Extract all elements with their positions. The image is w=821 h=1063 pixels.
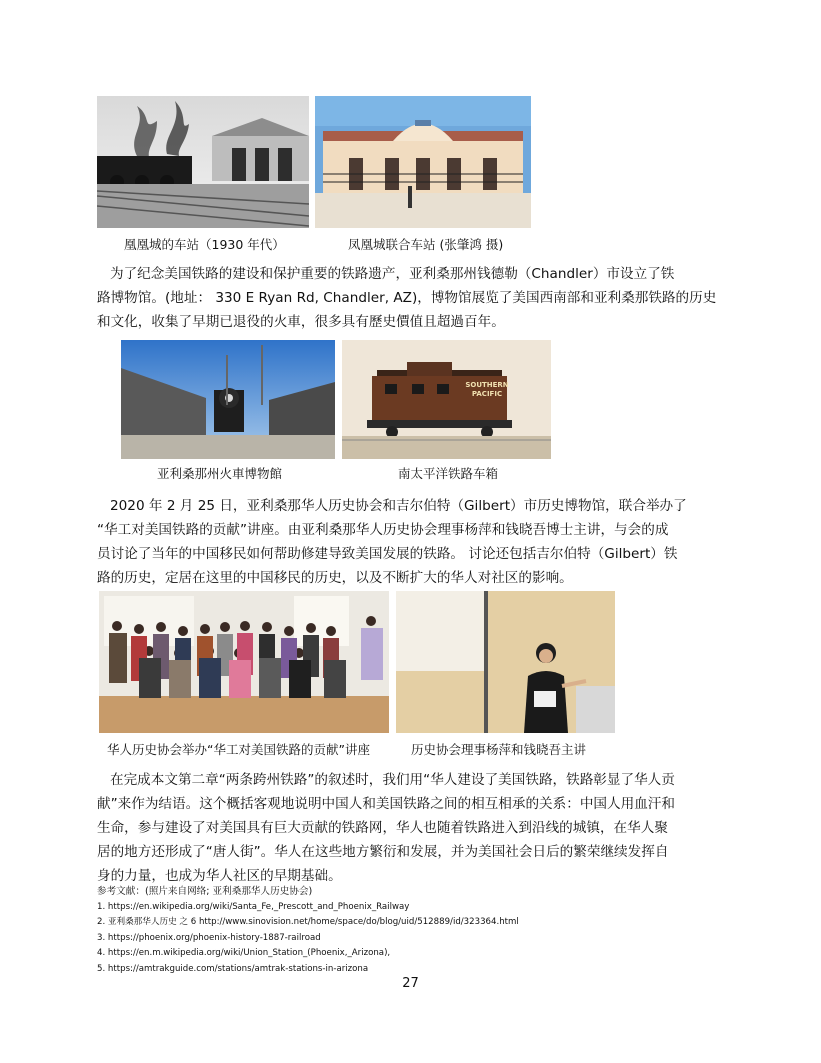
reference-item[interactable]: 3. https://phoenix.org/phoenix-history-1887-railroad <box>97 932 321 943</box>
text-line: 员讨论了当年的中国移民如何帮助修建导致美国发展的铁路。 讨论还包括吉尔伯特（Gilbert）铁 <box>97 546 678 562</box>
text-line: 生命，参与建设了对美国具有巨大贡献的铁路网，华人也随着铁路进入到沿线的城镇，在华人聚 <box>97 820 668 836</box>
photo-lecture-speaker <box>396 591 615 733</box>
photo-southern-pacific-caboose <box>342 340 551 459</box>
caboose-lettering: PACIFIC <box>471 390 503 398</box>
caboose-lettering: SOUTHERN <box>465 381 509 389</box>
caption-southern-pacific-caboose: 南太平洋铁路车箱 <box>398 466 499 481</box>
page-number: 27 <box>402 976 419 991</box>
photo-phoenix-station-1930s <box>97 96 309 228</box>
reference-item[interactable]: 1. https://en.wikipedia.org/wiki/Santa_Fe,_Prescott_and_Phoenix_Railway <box>97 901 410 912</box>
caption-phoenix-union-station: 凤凰城联合车站 (张肇鸿 摄) <box>348 237 504 252</box>
photo-lecture-group <box>99 591 389 733</box>
reference-item[interactable]: 4. https://en.m.wikipedia.org/wiki/Union_Station_(Phoenix,_Arizona), <box>97 948 391 958</box>
text-line: 身的力量，也成为华人社区的早期基础。 <box>97 868 342 884</box>
text-line: 在完成本文第二章“两条跨州铁路”的叙述时，我们用“华人建设了美国铁路，铁路彰显了华人贡 <box>110 772 675 788</box>
caption-phoenix-station-1930s: 凰凰城的车站（1930 年代） <box>124 237 285 252</box>
text-line: 2020 年 2 月 25 日，亚利桑那华人历史协会和吉尔伯特（Gilbert）市历史博物馆，联合举办了 <box>110 498 687 514</box>
text-line: 为了纪念美国铁路的建设和保护重要的铁路遗产，亚利桑那州钱德勒（Chandler）市设立了铁 <box>110 266 675 282</box>
references-heading: 参考文献：(照片来自网络; 亚利桑那华人历史协会) <box>97 886 313 897</box>
text-line: 路的历史，定居在这里的中国移民的历史，以及不断扩大的华人对社区的影响。 <box>97 570 573 586</box>
text-line: “华工对美国铁路的贡献”讲座。由亚利桑那华人历史协会理事杨萍和钱晓吾博士主讲，与会的成 <box>97 522 669 538</box>
text-line: 献”来作为结语。这个概括客观地说明中国人和美国铁路之间的相互相承的关系：中国人用血汗和 <box>97 796 675 812</box>
paragraph-lecture-event <box>97 494 737 590</box>
reference-item[interactable]: 5. https://amtrakguide.com/stations/amtrak-stations-in-arizona <box>97 963 369 974</box>
caption-arizona-railway-museum: 亚利桑那州火車博物館 <box>157 466 283 481</box>
references-list <box>97 884 737 977</box>
paragraph-railroad-museum <box>97 262 737 334</box>
reference-item[interactable]: 2. 亚利桑那华人历史 之 6 http://www.sinovision.net/home/space/do/blog/uid/512889/id/323364.html <box>97 917 519 927</box>
photo-arizona-railway-museum <box>121 340 335 459</box>
photo-phoenix-union-station <box>315 96 531 228</box>
text-line: 居的地方还形成了“唐人街”。华人在这些地方繁衍和发展，并为美国社会日后的繁荣继续发挥自 <box>97 844 669 860</box>
paragraph-conclusion <box>97 768 737 888</box>
text-line: 路博物馆。(地址： 330 E Ryan Rd, Chandler, AZ)，博物馆展览了美国西南部和亚利桑那铁路的历史 <box>97 290 717 306</box>
caption-lecture-speaker: 历史协会理事杨萍和钱晓吾主讲 <box>411 742 587 757</box>
caption-lecture-group: 华人历史协会举办“华工对美国铁路的贡献”讲座 <box>107 742 370 757</box>
text-line: 和文化，收集了早期已退役的火車，很多具有歷史價值且超過百年。 <box>97 314 505 330</box>
